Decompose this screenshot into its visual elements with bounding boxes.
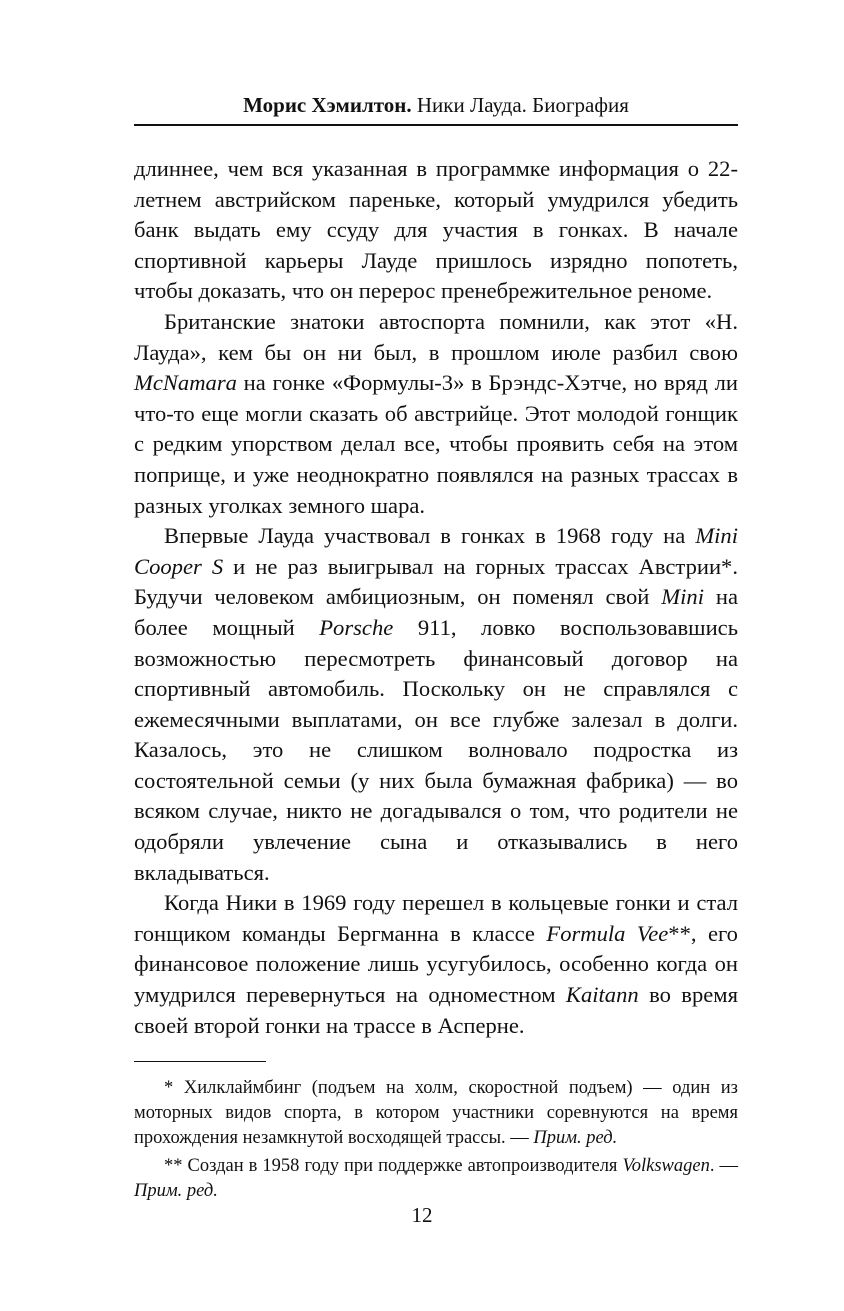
italic-text: Mini xyxy=(661,584,704,610)
text-segment: **, его финансовое положение лишь усугубилось, особенно когда он умудрился перевернуться на одноместном xyxy=(134,920,738,1008)
body-text xyxy=(134,154,738,1041)
text-segment: * Хилклаймбинг (подъем на холм, скоростной подъем) — один из моторных видов спорта, в котором участники соревнуются на время прохождения незамкнутой восходящей трассы. — xyxy=(134,1078,738,1149)
footnotes xyxy=(134,1076,738,1204)
text-segment: на гонке «Формулы-3» в Брэндс-Хэтче, но вряд ли что-то еще могли сказать об австрийце. Этот молодой гонщик с редким упорством делал все, чтобы проявить себя на этом поприще, и уже неоднократно появлялся на разных трассах в разных уголках земного шара. xyxy=(134,370,738,518)
page-number: 12 xyxy=(411,1203,433,1227)
paragraph xyxy=(134,521,738,888)
footnote xyxy=(134,1154,738,1204)
italic-text: Volkswagen xyxy=(622,1156,710,1177)
italic-text: Прим. ред. xyxy=(134,1181,218,1202)
running-header xyxy=(134,90,738,122)
text-segment: Когда Ники в 1969 году перешел в кольцевые гонки и стал гонщиком команды Бергманна в классе xyxy=(134,890,738,946)
header-title: Ники Лауда. Биография xyxy=(416,93,629,117)
italic-text: Porsche xyxy=(319,614,394,640)
paragraph xyxy=(134,888,738,1041)
footnote-separator xyxy=(134,1061,266,1062)
paragraph xyxy=(134,154,738,307)
text-segment: 911, ловко воспользовавшись возможностью пересмотреть финансовый договор на спортивный автомобиль. Поскольку он не справлялся с ежемесячными выплатами, он все глубже залезал в долги. Казалось, это не слишком волновало подростка из состоятельной семьи (у них была бумажная фабрика) — во всяком случае, никто не догадывался о том, что родители не одобряли увлечение сына и отказывались в него вкладываться. xyxy=(134,614,738,885)
text-segment: длиннее, чем вся указанная в программке информация о 22-летнем австрийском пареньке, который умудрился убедить банк выдать ему ссуду для участия в гонках. В начале спортивной карьеры Лауде пришлось изрядно попотеть, чтобы доказать, что он перерос пренебрежительное реноме. xyxy=(134,156,738,304)
paragraph xyxy=(134,307,738,521)
italic-text: Прим. ред. xyxy=(533,1128,618,1149)
italic-text: Kaitann xyxy=(565,982,639,1008)
text-segment: . — xyxy=(709,1156,739,1177)
text-segment: на более мощный xyxy=(134,584,738,640)
header-author: Морис Хэмилтон. xyxy=(243,93,412,117)
book-page xyxy=(134,90,738,1204)
italic-text: Formula Vee xyxy=(546,920,669,946)
header-rule xyxy=(134,124,738,126)
footnote xyxy=(134,1076,738,1151)
text-segment: Впервые Лауда участвовал в гонках в 1968 году на xyxy=(164,523,696,549)
italic-text: McNamara xyxy=(134,370,237,396)
text-segment: Британские знатоки автоспорта помнили, как этот «Н. Лауда», кем бы он ни был, в прошлом июле разбил свою xyxy=(134,308,738,365)
italic-text: Mini Cooper S xyxy=(134,523,738,579)
text-segment: ** Создан в 1958 году при поддержке автопроизводителя xyxy=(164,1156,623,1177)
text-segment: во время своей второй гонки на трассе в Асперне. xyxy=(134,982,738,1038)
text-segment: и не раз выигрывал на горных трассах Австрии*. Будучи человеком амбициозным, он поменял свой xyxy=(134,553,738,610)
